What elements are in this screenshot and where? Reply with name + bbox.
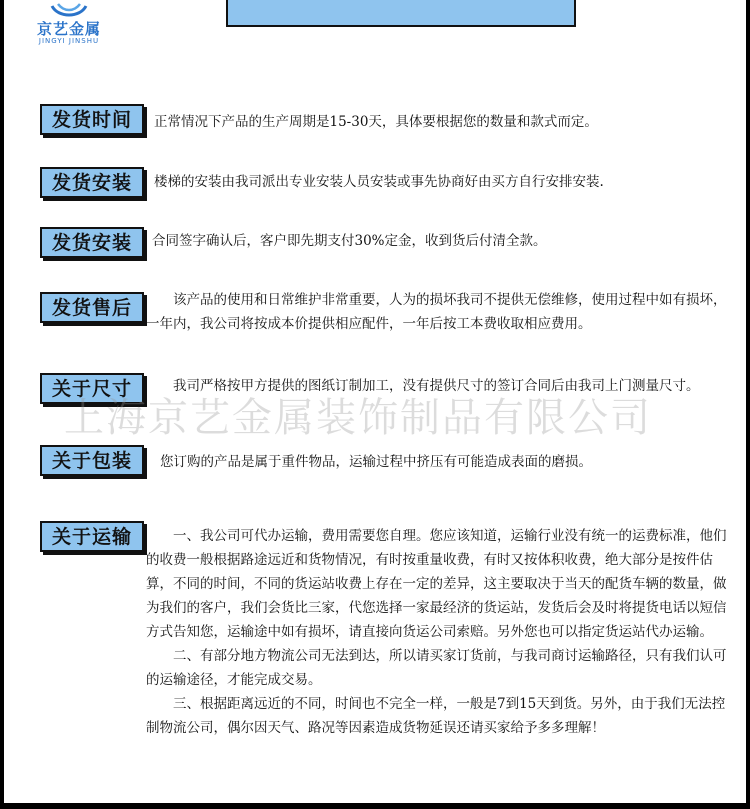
logo-english-text: JINGYI JINSHU — [38, 37, 100, 45]
text-after-sales: 该产品的使用和日常维护非常重要，人为的损坏我司不提供无偿维修，使用过程中如有损坏，一年内，我公司将按成本价提供相应配件，一年后按工本费收取相应费用。 — [146, 292, 727, 332]
text-payment: 合同签字确认后，客户即先期支付30%定金，收到货后付清全款。 — [152, 233, 547, 249]
shipping-paragraph-2: 二、有部分地方物流公司无法到达，所以请买家订货前，与我司商讨运输路径，只有我们认可的运输途径，才能完成交易。 — [146, 648, 727, 688]
label-packaging: 关于包装 — [40, 445, 144, 476]
shipping-text-block — [146, 524, 736, 740]
header-banner — [226, 0, 576, 27]
text-packaging: 您订购的产品是属于重件物品，运输过程中挤压有可能造成表面的磨损。 — [160, 454, 592, 470]
shipping-paragraph-1: 一、我公司可代办运输，费用需要您自理。您应该知道，运输行业没有统一的运费标准，他们的收费一般根据路途远近和货物情况，有时按重量收费，有时又按体积收费，绝大部分是按件估算，不同的时间，不同的货运站收费上存在一定的差异，这主要取决于当天的配货车辆的数量，做为我们的客户，我们会货比三家，代您选择一家最经济的货运站，发货后会及时将提货电话以短信方式告知您，运输途中如有损坏，请直接向货运公司索赔。另外您也可以指定货运站代办运输。 — [146, 528, 727, 640]
logo-swirl-icon — [50, 0, 88, 20]
label-ship-time: 发货时间 — [40, 104, 144, 135]
text-installation: 楼梯的安装由我司派出专业安装人员安装或事先协商好由买方自行安排安装. — [154, 174, 604, 190]
label-shipping: 关于运输 — [40, 521, 144, 552]
logo-chinese-text: 京艺金属 — [36, 20, 101, 38]
content-panel — [4, 0, 746, 803]
label-installation: 发货安装 — [40, 167, 144, 198]
company-logo — [24, 0, 114, 52]
label-after-sales: 发货售后 — [40, 292, 144, 323]
watermark-text: 上海京艺金属装饰制品有限公司 — [64, 395, 652, 441]
label-dimensions: 关于尺寸 — [40, 373, 144, 404]
text-dimensions: 我司严格按甲方提供的图纸订制加工，没有提供尺寸的签订合同后由我司上门测量尺寸。 — [173, 378, 700, 394]
label-payment: 发货安装 — [40, 227, 144, 258]
text-ship-time: 正常情况下产品的生产周期是15-30天，具体要根据您的数量和款式而定。 — [154, 114, 598, 130]
shipping-paragraph-3: 三、根据距离远近的不同，时间也不完全一样，一般是7到15天到货。另外，由于我们无法控制物流公司，偶尔因天气、路况等因素造成货物延误还请买家给予多多理解！ — [146, 696, 726, 736]
